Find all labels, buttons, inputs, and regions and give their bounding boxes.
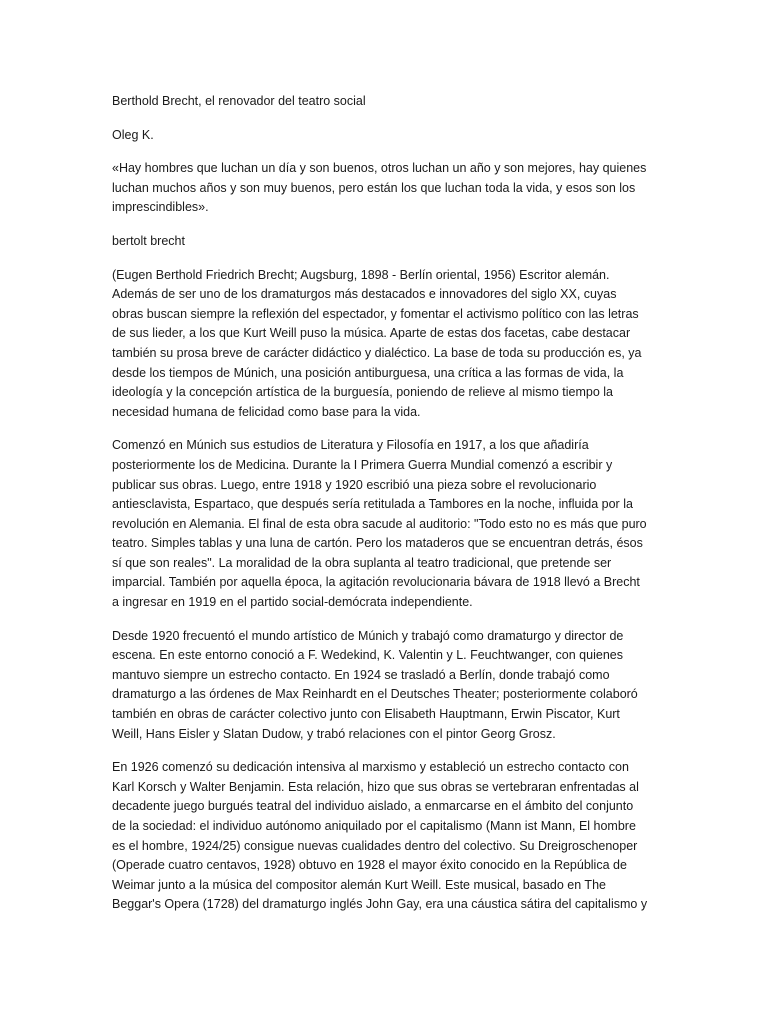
body-paragraph: En 1926 comenzó su dedicación intensiva al marxismo y estableció un estrecho contacto con Karl Korsch y Walter Benjamin. Esta relación, hizo que sus obras se vertebraran enfrentadas al decadente juego burgués teatral del individuo aislado, a enmarcarse en el ámbito del conjunto de la sociedad: el individuo autónomo aniquilado por el capitalismo (Mann ist Mann, El hombre es el hombre, 1924/25) consigue nuevas cualidades dentro del colectivo. Su Dreigroschenoper (Operade cuatro centavos, 1928) obtuvo en 1928 el mayor éxito conocido en la República de Weimar junto a la música del compositor alemán Kurt Weill. Este musical, basado en The Beggar's Opera (1728) del dramaturgo inglés John Gay, era una cáustica sátira del capitalismo y xyxy=(112,760,648,912)
document-title: Berthold Brecht, el renovador del teatro social xyxy=(112,94,366,108)
body-paragraph: (Eugen Berthold Friedrich Brecht; Augsburg, 1898 - Berlín oriental, 1956) Escritor alemán. Además de ser uno de los dramaturgos más destacados e innovadores del siglo XX, cuyas obras buscan siempre la reflexión del espectador, y fomentar el activismo político con las letras de sus lieder, a los que Kurt Weill puso la música. Aparte de estas dos facetas, cabe destacar también su prosa breve de carácter didáctico y dialéctico. La base de toda su producción es, ya desde los tiempos de Múnich, una posición antiburguesa, una crítica a las formas de vida, la ideología y la concepción artística de la burguesía, poniendo de relieve al mismo tiempo la necesidad humana de felicidad como base para la vida. xyxy=(112,267,642,419)
document-author: Oleg K. xyxy=(112,127,154,142)
body-paragraph: Comenzó en Múnich sus estudios de Literatura y Filosofía en 1917, a los que añadiría posteriormente los de Medicina. Durante la I Primera Guerra Mundial comenzó a escribir y publicar sus obras. Luego, entre 1918 y 1920 escribió una pieza sobre el revolucionario antiesclavista, Espartaco, que después sería retitulada a Tambores en la noche, influida por la revolución en Alemania. El final de esta obra sacude al auditorio: "Todo esto no es más que puro teatro. Simples tablas y una luna de cartón. Pero los mataderos que se encuentran detrás, ésos sí que son reales". La moralidad de la obra suplanta al teatro tradicional, que pretende ser imparcial. También por aquella época, la agitación revolucionaria bávara de 1918 llevó a Brecht a ingresar en 1919 en el partido social-demócrata independiente. xyxy=(112,438,647,610)
epigraph-quote: «Hay hombres que luchan un día y son buenos, otros luchan un año y son mejores, hay quienes luchan muchos años y son muy buenos, pero están los que luchan toda la vida, y esos son los imprescindibles». xyxy=(112,161,647,215)
section-subject: bertolt brecht xyxy=(112,233,185,248)
body-paragraph: Desde 1920 frecuentó el mundo artístico de Múnich y trabajó como dramaturgo y director de escena. En este entorno conoció a F. Wedekind, K. Valentin y L. Feuchtwanger, con quienes mantuvo siempre un estrecho contacto. En 1924 se trasladó a Berlín, donde trabajó como dramaturgo a las órdenes de Max Reinhardt en el Deutsches Theater; posteriormente colaboró también en obras de carácter colectivo junto con Elisabeth Hauptmann, Erwin Piscator, Kurt Weill, Hans Eisler y Slatan Dudow, y trabó relaciones con el pintor Georg Grosz. xyxy=(112,628,638,741)
document-page xyxy=(112,92,650,929)
